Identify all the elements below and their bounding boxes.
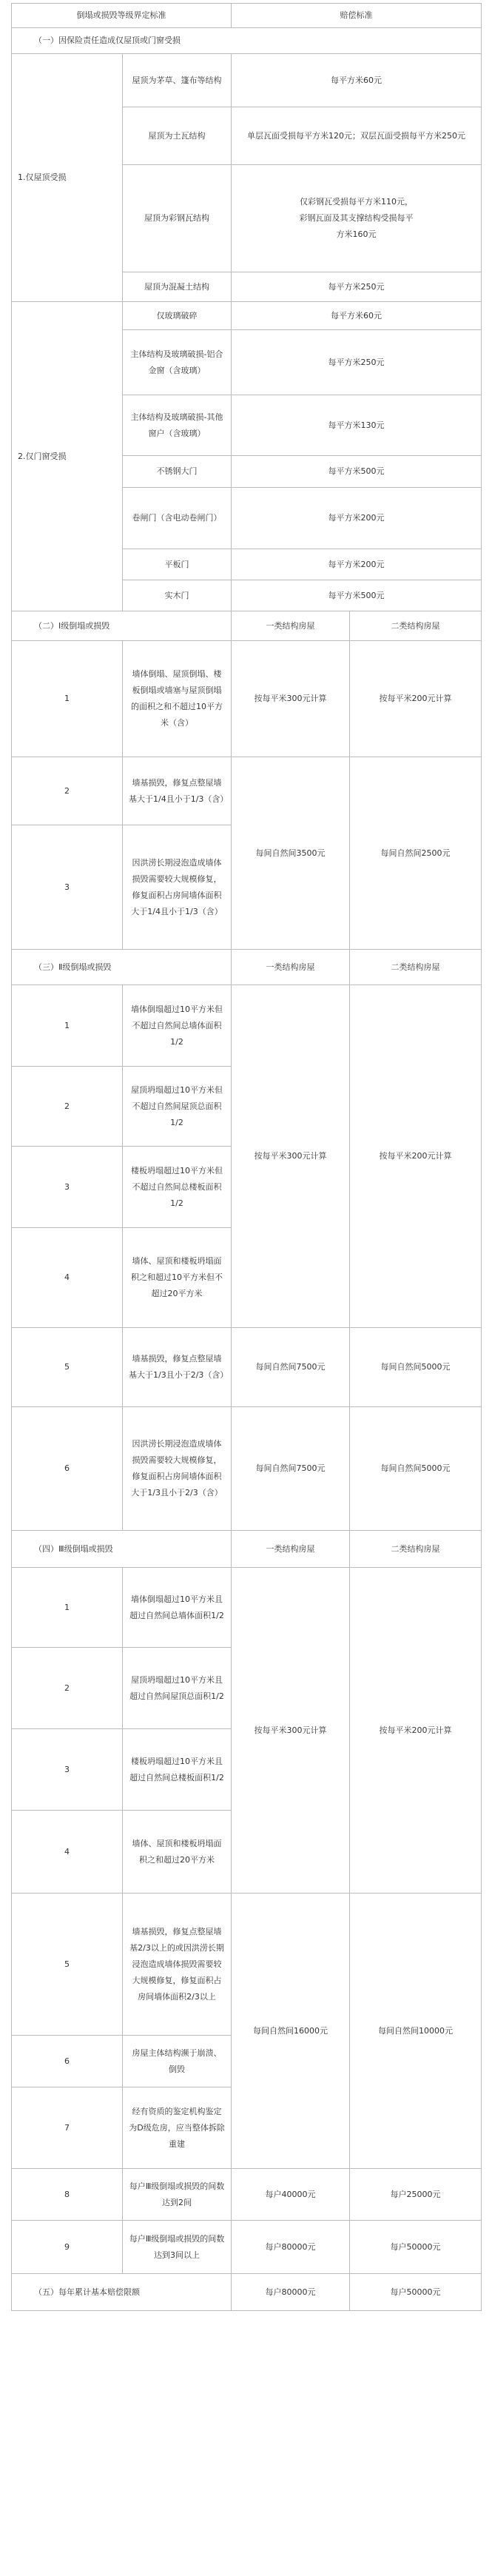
door-item-7: 实木门 (123, 580, 232, 611)
row-number: 2 (12, 1067, 123, 1147)
row-number: 3 (12, 1147, 123, 1228)
header-compensation: 赔偿标准 (232, 4, 482, 28)
s4-merged-b-col1: 每间自然间16000元 (232, 1894, 350, 2169)
roof-item-4: 屋顶为混凝土结构 (123, 272, 232, 302)
section-5-col2: 每户50000元 (350, 2274, 482, 2311)
section-3-col2: 二类结构房屋 (350, 950, 482, 985)
roof-standard-3: 仅彩钢瓦受损每平方米110元，彩钢瓦面及其支撑结构受损每平方米160元 (232, 165, 482, 272)
s4-row9-col2: 每户50000元 (350, 2221, 482, 2274)
compensation-table (11, 3, 482, 2311)
s3-row5-col1: 每间自然间7500元 (232, 1328, 350, 1407)
s4-merged-b-col2: 每间自然间10000元 (350, 1894, 482, 2169)
section-4-col2: 二类结构房屋 (350, 1531, 482, 1568)
roof-item-2: 屋顶为土瓦结构 (123, 107, 232, 165)
group-door-label: 2.仅门窗受损 (12, 302, 123, 611)
row-number: 5 (12, 1894, 123, 2036)
s4-row8-col1: 每户40000元 (232, 2169, 350, 2221)
roof-standard-4: 每平方米250元 (232, 272, 482, 302)
header-standard: 倒塌或损毁等级界定标准 (12, 4, 232, 28)
section-title-row (12, 1531, 482, 1568)
door-item-4: 不锈钢大门 (123, 456, 232, 488)
row-number: 1 (12, 1568, 123, 1648)
table-row (12, 2169, 482, 2221)
row-number: 6 (12, 1407, 123, 1531)
row-number: 2 (12, 1648, 123, 1729)
section-2-col1: 一类结构房屋 (232, 611, 350, 641)
row-number: 3 (12, 1729, 123, 1811)
row-number: 6 (12, 2036, 123, 2087)
row-number: 7 (12, 2087, 123, 2169)
row-description: 墙体倒塌超过10平方米且超过自然间总墙体面积1/2 (123, 1568, 232, 1648)
row-description: 楼板坍塌超过10平方米但不超过自然间总楼板面积1/2 (123, 1147, 232, 1228)
row-description: 墙体倒塌、屋顶倒塌、楼板倒塌或墙塞与屋顶倒塌的面积之和不超过10平方米（含） (123, 641, 232, 757)
s2-merged-a-col2: 按每平米200元计算 (350, 641, 482, 757)
section-5-col1: 每户80000元 (232, 2274, 350, 2311)
row-description: 因洪涝长期浸泡造成墙体损毁需要较大规模修复，修复面积占房间墙体面积大于1/4且小于1/3（含） (123, 825, 232, 950)
row-description: 每户Ⅲ级倒塌或损毁的间数达到3间以上 (123, 2221, 232, 2274)
table-row (12, 1407, 482, 1531)
s4-row9-col1: 每户80000元 (232, 2221, 350, 2274)
door-standard-7: 每平方米500元 (232, 580, 482, 611)
s2-merged-b-col1: 每间自然间3500元 (232, 757, 350, 950)
door-item-2: 主体结构及玻璃破损-铝合金窗（含玻璃） (123, 330, 232, 395)
row-description: 房屋主体结构濒于崩溃、倒毁 (123, 2036, 232, 2087)
row-description: 墙体、屋顶和楼板坍塌面积之和超过20平方米 (123, 1811, 232, 1894)
table-row (12, 757, 482, 825)
table-row (12, 1568, 482, 1648)
s3-row6-col2: 每间自然间5000元 (350, 1407, 482, 1531)
row-description: 墙体倒塌超过10平方米但不超过自然间总墙体面积1/2 (123, 985, 232, 1067)
table-header-row (12, 4, 482, 28)
compensation-document (11, 3, 481, 2573)
s3-merged-a-col1: 按每平米300元计算 (232, 985, 350, 1328)
row-description: 因洪涝长期浸泡造成墙体损毁需要较大规模修复，修复面积占房间墙体面积大于1/3且小于2/3（含） (123, 1407, 232, 1531)
s4-merged-a-col1: 按每平米300元计算 (232, 1568, 350, 1894)
section-2-title: （二）Ⅰ级倒塌或损毁 (12, 611, 232, 641)
row-description: 墙基损毁，修复点整屋墙基2/3以上的或因洪涝长期浸泡造成墙体损毁需要较大规模修复，修复面积占房间墙体面积2/3以上 (123, 1894, 232, 2036)
row-number: 5 (12, 1328, 123, 1407)
section-4-title: （四）Ⅲ级倒塌或损毁 (12, 1531, 232, 1568)
roof-standard-1: 每平方米60元 (232, 54, 482, 107)
roof-item-1: 屋顶为茅草、篷布等结构 (123, 54, 232, 107)
row-description: 墙体、屋顶和楼板坍塌面积之和超过10平方米但不超过20平方米 (123, 1228, 232, 1328)
table-row (12, 302, 482, 330)
row-description: 屋顶坍塌超过10平方米且超过自然间屋顶总面积1/2 (123, 1648, 232, 1729)
s3-row5-col2: 每间自然间5000元 (350, 1328, 482, 1407)
row-description: 墙基损毁，修复点整屋墙基大于1/3且小于2/3（含） (123, 1328, 232, 1407)
row-number: 1 (12, 985, 123, 1067)
roof-item-3: 屋顶为彩钢瓦结构 (123, 165, 232, 272)
section-4-col1: 一类结构房屋 (232, 1531, 350, 1568)
row-number: 9 (12, 2221, 123, 2274)
row-number: 8 (12, 2169, 123, 2221)
door-standard-2: 每平方米250元 (232, 330, 482, 395)
section-1-title: （一）因保险责任造成仅屋顶或门窗受损 (12, 28, 482, 54)
table-row (12, 54, 482, 107)
row-description: 经有资质的鉴定机构鉴定为D级危房，应当整体拆除重建 (123, 2087, 232, 2169)
row-number: 2 (12, 757, 123, 825)
s2-merged-b-col2: 每间自然间2500元 (350, 757, 482, 950)
s4-row8-col2: 每户25000元 (350, 2169, 482, 2221)
table-row (12, 1894, 482, 2036)
s3-merged-a-col2: 按每平米200元计算 (350, 985, 482, 1328)
section-5-title: （五）每年累计基本赔偿限额 (12, 2274, 232, 2311)
row-number: 1 (12, 641, 123, 757)
door-item-1: 仅玻璃破碎 (123, 302, 232, 330)
section-3-title: （三）Ⅱ级倒塌或损毁 (12, 950, 232, 985)
section-title-row (12, 2274, 482, 2311)
door-item-6: 平板门 (123, 549, 232, 580)
door-standard-1: 每平方米60元 (232, 302, 482, 330)
group-roof-label: 1.仅屋顶受损 (12, 54, 123, 302)
row-description: 墙基损毁，修复点整屋墙基大于1/4且小于1/3（含） (123, 757, 232, 825)
table-row (12, 985, 482, 1067)
table-row (12, 2221, 482, 2274)
section-3-col1: 一类结构房屋 (232, 950, 350, 985)
s3-row6-col1: 每间自然间7500元 (232, 1407, 350, 1531)
door-item-5: 卷闸门（含电动卷闸门） (123, 488, 232, 549)
door-standard-3: 每平方米130元 (232, 395, 482, 456)
table-row (12, 641, 482, 757)
door-standard-4: 每平方米500元 (232, 456, 482, 488)
s2-merged-a-col1: 按每平米300元计算 (232, 641, 350, 757)
door-standard-6: 每平方米200元 (232, 549, 482, 580)
section-title-row (12, 950, 482, 985)
row-number: 4 (12, 1811, 123, 1894)
row-number: 3 (12, 825, 123, 950)
s4-merged-a-col2: 按每平米200元计算 (350, 1568, 482, 1894)
roof-standard-2: 单层瓦面受损每平方米120元；双层瓦面受损每平方米250元 (232, 107, 482, 165)
row-number: 4 (12, 1228, 123, 1328)
door-standard-5: 每平方米200元 (232, 488, 482, 549)
row-description: 屋顶坍塌超过10平方米但不超过自然间屋顶总面积1/2 (123, 1067, 232, 1147)
row-description: 楼板坍塌超过10平方米且超过自然间总楼板面积1/2 (123, 1729, 232, 1811)
table-row (12, 1328, 482, 1407)
section-title-row (12, 28, 482, 54)
door-item-3: 主体结构及玻璃破损-其他窗户（含玻璃） (123, 395, 232, 456)
section-2-col2: 二类结构房屋 (350, 611, 482, 641)
row-description: 每户Ⅲ级倒塌或损毁的间数达到2间 (123, 2169, 232, 2221)
section-title-row (12, 611, 482, 641)
